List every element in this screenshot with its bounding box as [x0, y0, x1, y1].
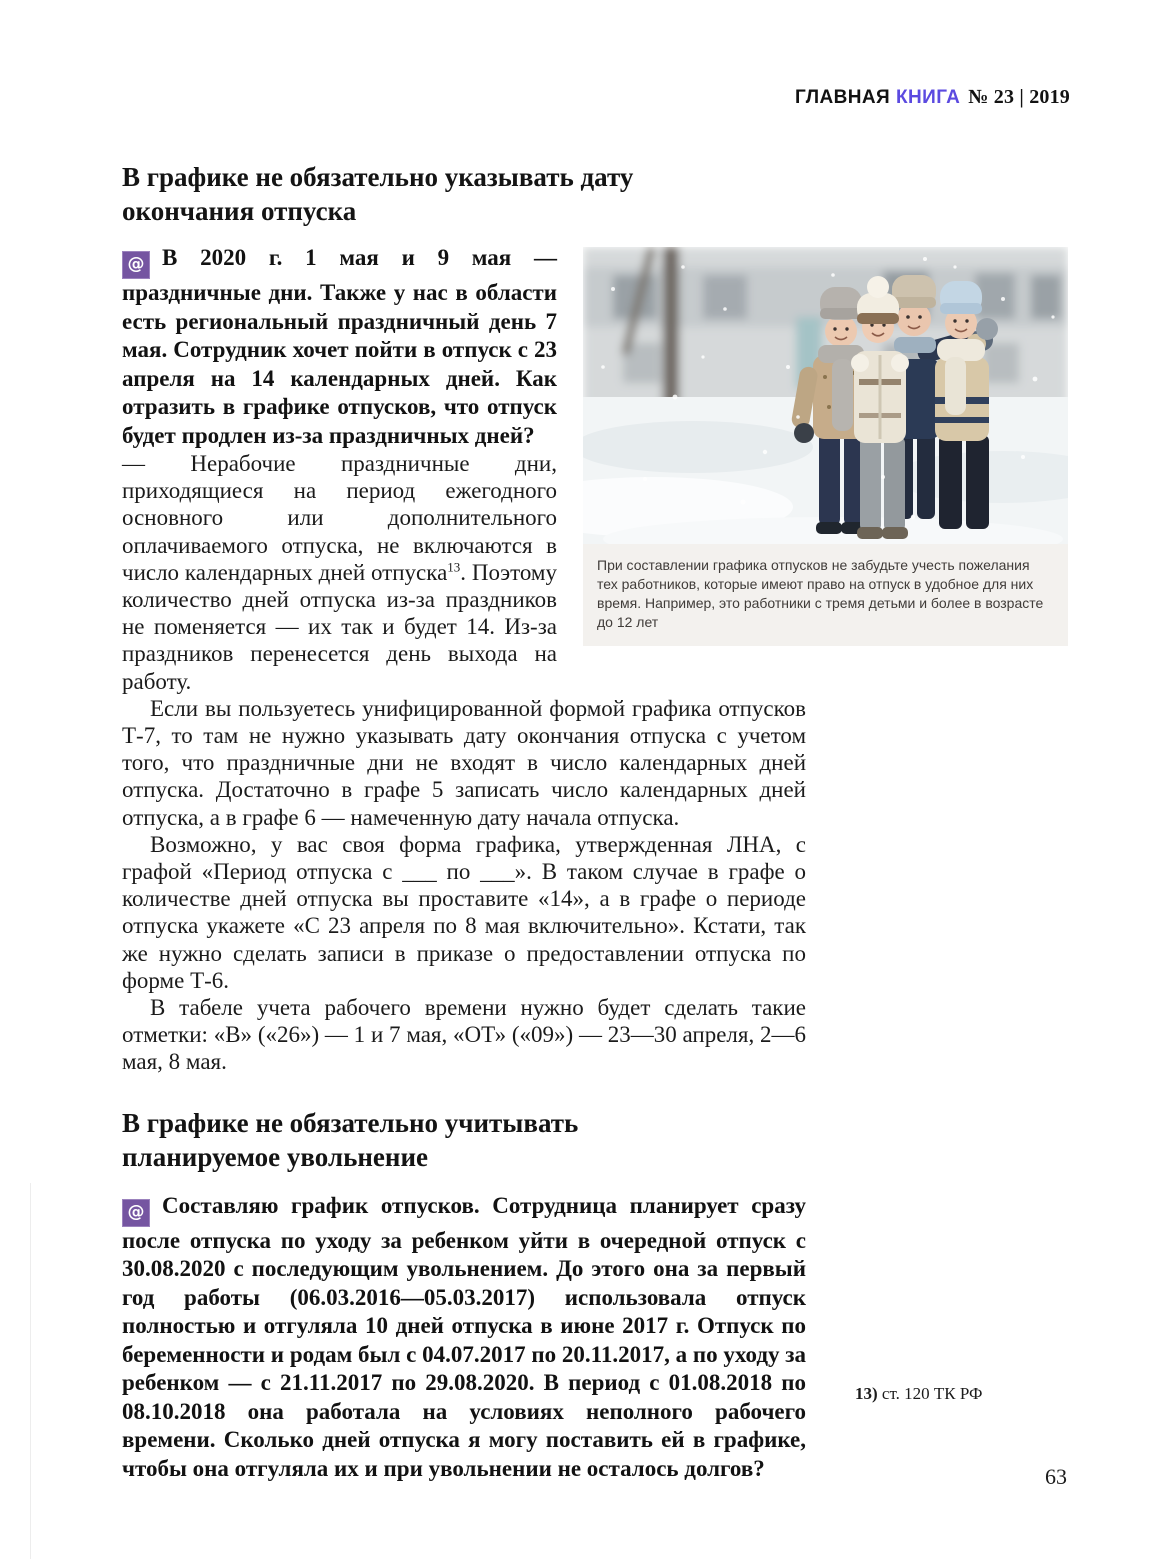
page-header	[795, 86, 1070, 109]
section1-title-line1: В графике не обязательно указывать дату	[122, 162, 634, 192]
paragraph-lna: Возможно, у вас своя форма графика, утвержденная ЛНА, с графой «Период отпуска с ___ по ___». В таком случае в графе о количестве дней отпуска вы проставите «14», а в графе о периоде отпуска укажете «С 23 апреля по 8 мая включительно». Кстати, так же нужно сделать записи в приказе о предоставлении отпуска по форме Т-6.	[122, 831, 806, 993]
section2-question	[122, 1192, 806, 1484]
footnote-marker: 13)	[855, 1384, 878, 1403]
section2-title-line2: планируемое увольнение	[122, 1141, 429, 1172]
issue-number: № 23 | 2019	[968, 86, 1070, 108]
at-icon: @	[122, 1199, 150, 1227]
page-fold-line	[30, 1183, 31, 1559]
footnote-13	[855, 1384, 982, 1404]
answer-text-part1: — Нерабочие праздничные дни, приходящиеся на период ежегодного основного или дополнительного оплачиваемого отпуска, не включаются в число календарных дней отпуска	[122, 451, 557, 585]
section1-question	[122, 244, 557, 450]
footnote-ref-13: 13	[447, 559, 461, 575]
photo-caption: При составлении графика отпусков не забудьте учесть пожелания тех работников, которые имеют право на отпуск в удобное для них время. Например, это работники с тремя детьми и более в возрасте до 12 лет	[583, 544, 1068, 646]
article-body	[122, 160, 806, 1483]
brand-name: ГЛАВНАЯ	[795, 87, 891, 108]
page-number: 63	[1045, 1464, 1067, 1489]
footnote-text: ст. 120 ТК РФ	[881, 1384, 983, 1403]
brand-accent: КНИГА	[896, 87, 961, 108]
at-icon: @	[122, 251, 150, 279]
section2-title	[122, 1106, 806, 1174]
paragraph-timesheet: В табеле учета рабочего времени нужно будет сделать такие отметки: «В» («26») — 1 и 7 мая, «ОТ» («09») — 23—30 апреля, 2—6 мая, 8 мая.	[122, 995, 806, 1075]
section2-question-text: Составляю график отпусков. Сотрудница планирует сразу после отпуска по уходу за ребенком уйти в очередной отпуск с 30.08.2020 с последующим увольнением. До этого она за первый год работы (06.03.2016—05.03.2017) использовала отпуск полностью и отгуляла 10 дней отпуска в июне 2017 г. Отпуск по беременности и родам был с 04.07.2017 по 20.11.2017, а по уходу за ребенком — с 21.11.2017 по 29.08.2020. В период с 01.08.2018 по 08.10.2018 она работала на условиях неполного рабочего времени. Сколько дней отпуска я могу поставить ей в графике, чтобы она отгуляла их и при увольнении не осталось долгов?	[122, 1192, 806, 1481]
section1-title-line2: окончания отпуска	[122, 196, 357, 226]
paragraph-t7: Если вы пользуетесь унифицированной формой графика отпусков Т-7, то там не нужно указывать дату окончания отпуска с учетом того, что праздничные дни не входят в число календарных дней отпуска. Достаточно в графе 5 записать число календарных дней отпуска, а в графе 6 — намеченную дату начала отпуска.	[122, 695, 806, 830]
children-group	[790, 275, 998, 539]
section2-title-line1: В графике не обязательно учитывать	[122, 1107, 579, 1138]
section1-answer	[122, 450, 557, 695]
section1-title	[122, 160, 806, 228]
section1-question-text: В 2020 г. 1 мая и 9 мая — праздничные дни. Также у нас в области есть региональный праздничный день 7 мая. Сотрудник хочет пойти в отпуск с 23 апреля на 14 календарных дней. Как отразить в графике отпусков, что отпуск будет продлен из-за праздничных дней?	[122, 245, 557, 448]
answer-text-part2: . Поэтому количество дней отпуска из-за праздников не поменяется — их так и будет 14. Из-за праздников перенесется день выхода на работу.	[122, 559, 557, 694]
